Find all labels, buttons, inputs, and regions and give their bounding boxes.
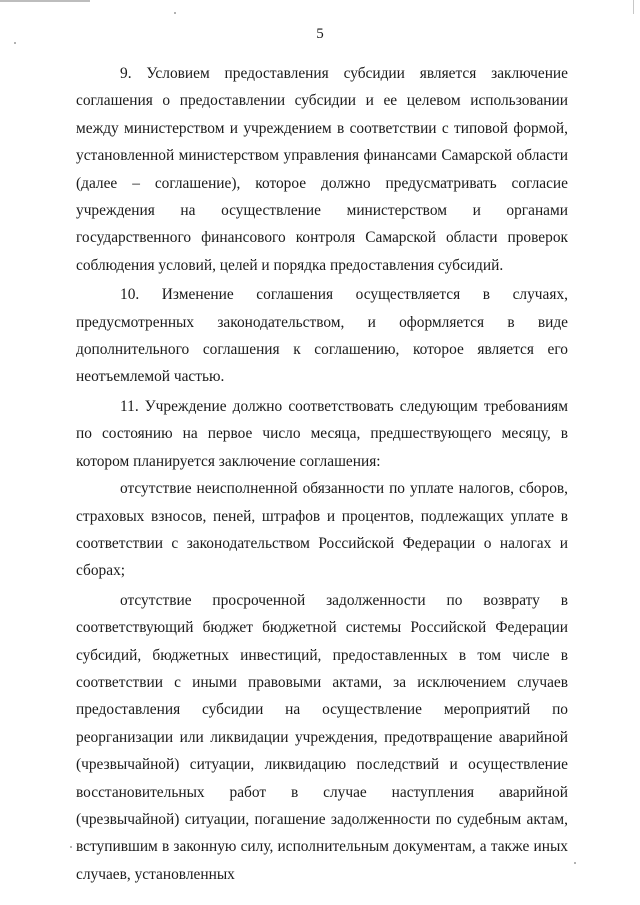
scan-speck (14, 42, 16, 44)
page-number: 5 (316, 26, 324, 42)
document-body (76, 60, 568, 888)
scan-edge-mark (633, 0, 634, 14)
paragraph-10: 10. Изменение соглашения осуществляется в случаях, предусмотренных законодательством, и оформляется в виде дополнительного соглашения к соглашению, которое является его неотъемлемой частью. (76, 286, 568, 386)
requirement-no-tax-debt: отсутствие неисполненной обязанности по уплате налогов, сборов, страховых взносов, пеней, штрафов и процентов, подлежащих уплате в соответствии с законодательством Российской Федерации о налогах и сборах; (76, 480, 568, 580)
scan-edge-line (0, 0, 90, 2)
paragraph-9: 9. Условием предоставления субсидии является заключение соглашения о предоставлении субсидии и ее целевом использовании между министерством и учреждением в соответствии с типовой формой, установленной министерством управления финансами Самарской области (далее – соглашение), которое должно предусматривать согласие учреждения на осуществление министерством и органами государственного финансового контроля Самарской области проверок соблюдения условий, целей и порядка предоставления субсидий. (76, 65, 568, 274)
requirement-no-overdue-debt: отсутствие просроченной задолженности по возврату в соответствующий бюджет бюджетной системы Российской Федерации субсидий, бюджетных инвестиций, предоставленных в том числе в соответствии с иными правовыми актами, за исключением случаев предоставления субсидии на осуществление мероприятий по реорганизации или ликвидации учреждения, предотвращение аварийной (чрезвычайной) ситуации, ликвидацию последствий и осуществление восстановительных работ в случае наступления аварийной (чрезвычайной) ситуации, погашение задолженности по судебным актам, вступившим в законную силу, исполнительным документам, а также иных случаев, установленных (76, 591, 568, 883)
paragraph-11: 11. Учреждение должно соответствовать следующим требованиям по состоянию на первое число месяца, предшествующего месяцу, в котором планируется заключение соглашения: (76, 397, 568, 470)
scan-speck (174, 12, 176, 14)
scan-speck (574, 862, 576, 864)
scan-speck (70, 846, 72, 848)
